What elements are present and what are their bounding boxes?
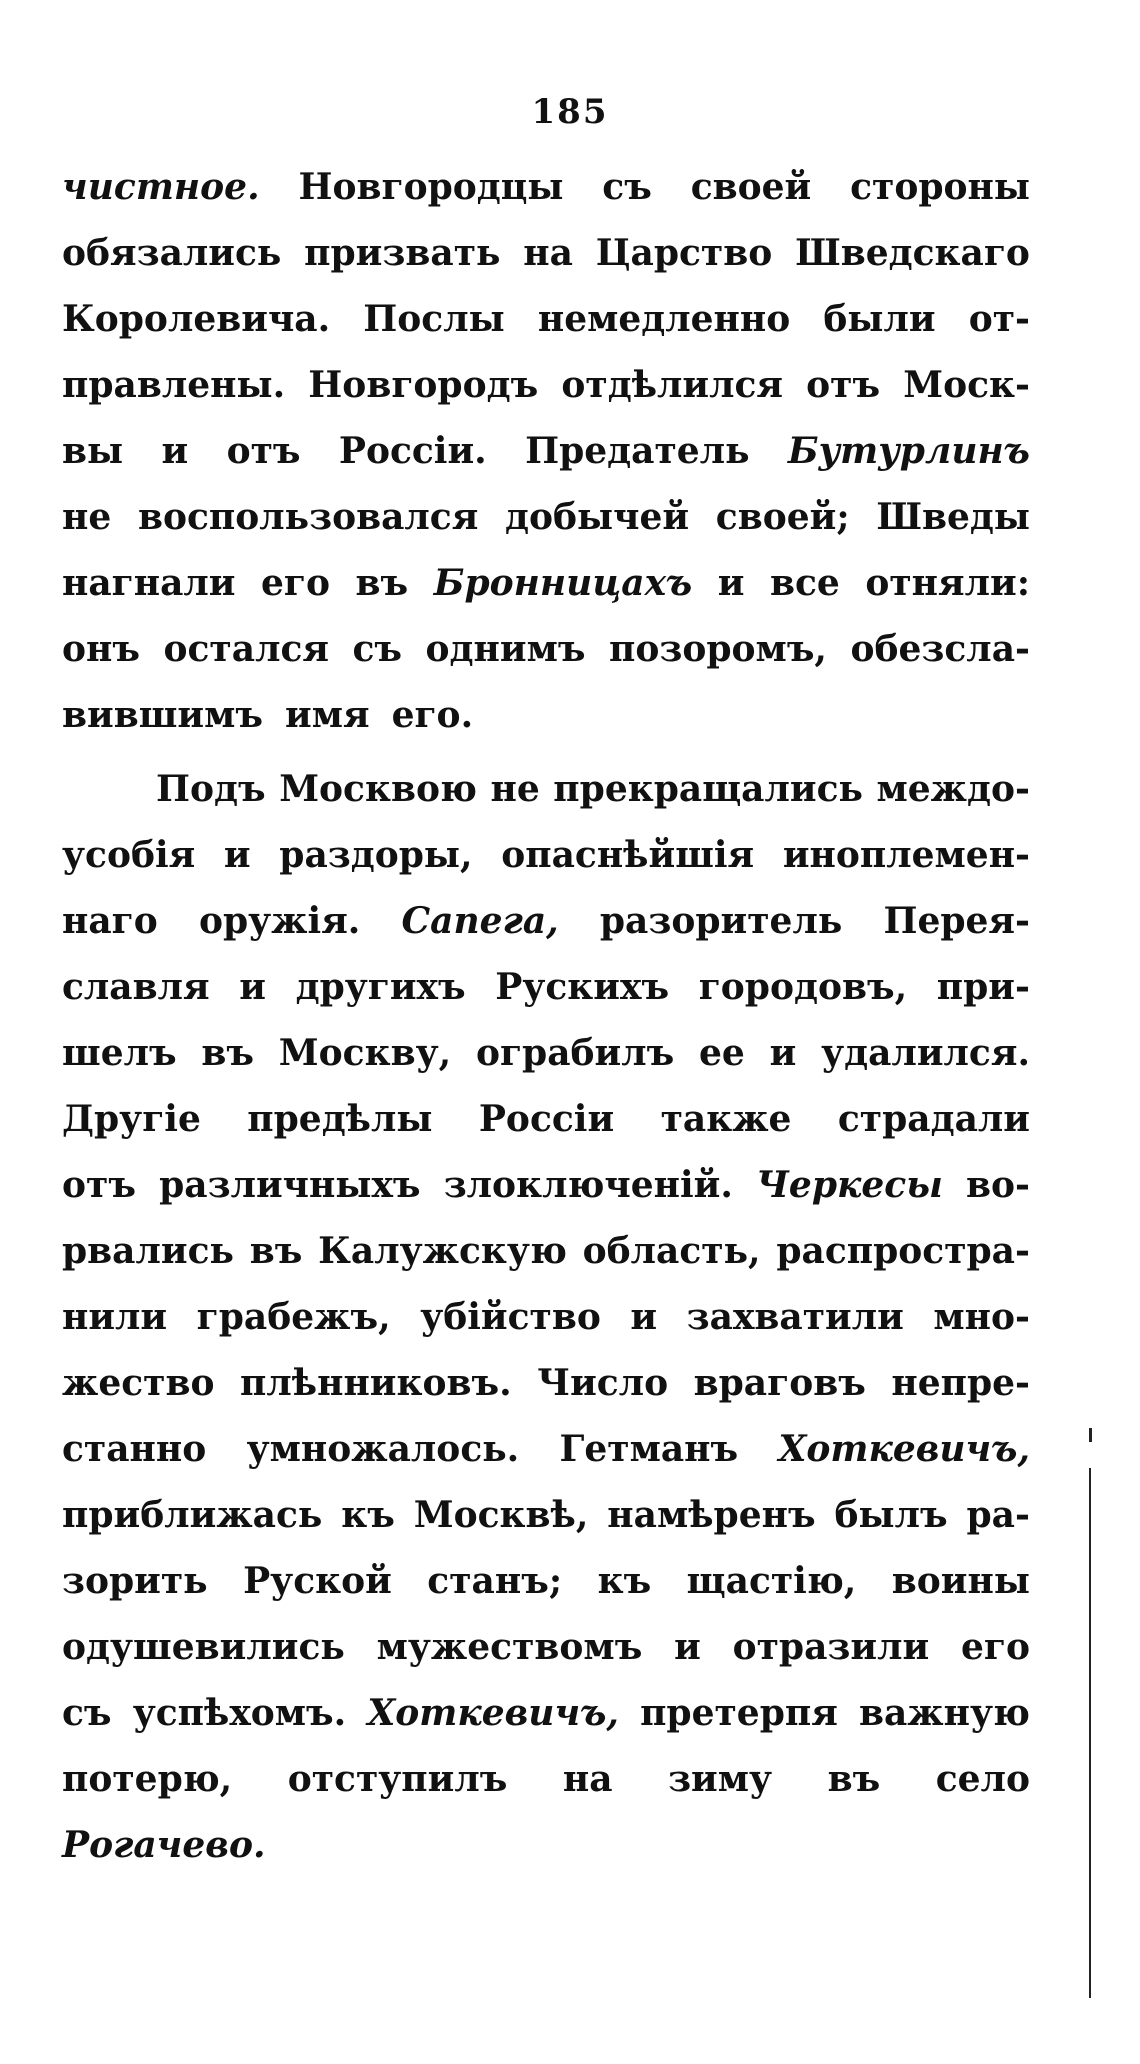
- word: зиму: [668, 1758, 773, 1800]
- text-line: [62, 430, 1030, 496]
- word: и: [161, 430, 189, 472]
- word: отразили: [732, 1626, 930, 1668]
- word: въ: [355, 562, 409, 604]
- text-line: [62, 966, 1030, 1032]
- word: и: [769, 1032, 797, 1074]
- text-line: [62, 1560, 1030, 1626]
- word: отъ: [226, 430, 301, 472]
- word: наго: [62, 900, 158, 942]
- word: въ: [827, 1758, 881, 1800]
- word: опаснѣйшія: [501, 834, 755, 876]
- word: Шведы: [876, 496, 1030, 538]
- word: его: [960, 1626, 1030, 1668]
- word: воспользовался: [137, 496, 479, 538]
- word: раздоры,: [279, 834, 473, 876]
- word: своей;: [715, 496, 850, 538]
- word: его: [261, 562, 331, 604]
- word: плѣнниковъ.: [240, 1362, 512, 1404]
- word: Королевича.: [62, 298, 331, 340]
- text-line: [62, 900, 1030, 966]
- word: отъ: [62, 1164, 136, 1206]
- text-line: [62, 628, 1030, 694]
- word: зорить: [62, 1560, 208, 1602]
- word: Предатель: [525, 430, 750, 472]
- word: успѣхомъ.: [132, 1692, 347, 1734]
- word: и: [717, 562, 745, 604]
- word: не: [62, 496, 112, 538]
- word: Число: [537, 1362, 669, 1404]
- word: непре-: [891, 1362, 1030, 1404]
- text-line: [62, 1230, 1030, 1296]
- text-line: [62, 834, 1030, 900]
- word: на: [523, 232, 573, 274]
- word: Моск-: [903, 364, 1030, 406]
- word: въ: [201, 1032, 255, 1074]
- word: Москвою: [279, 768, 477, 810]
- word: потерю,: [62, 1758, 233, 1800]
- word: междо-: [876, 768, 1030, 810]
- word: станно: [62, 1428, 207, 1470]
- text-line: [62, 1758, 1030, 1824]
- text-line: [62, 232, 1030, 298]
- word: одушевились: [62, 1626, 345, 1668]
- text-line: [62, 1098, 1030, 1164]
- text-line: [62, 1626, 1030, 1692]
- word: имя: [285, 694, 370, 736]
- word: отняли:: [865, 562, 1030, 604]
- word: позоромъ,: [609, 628, 827, 670]
- word: злоключеній.: [443, 1164, 733, 1206]
- italic-word: чистное.: [62, 166, 260, 208]
- word: мно-: [933, 1296, 1030, 1338]
- word: Новгородцы: [298, 166, 564, 208]
- word: остался: [163, 628, 329, 670]
- word: область,: [582, 1230, 761, 1272]
- word: Подъ: [156, 768, 266, 810]
- italic-word: Хоткевичъ,: [367, 1692, 619, 1734]
- word: мужествомъ: [376, 1626, 643, 1668]
- text-line: [62, 1032, 1030, 1098]
- word: въ: [249, 1230, 303, 1272]
- text-line: [62, 1164, 1030, 1230]
- word: немедленно: [537, 298, 791, 340]
- italic-word: Сапега,: [401, 900, 559, 942]
- word: шелъ: [62, 1032, 177, 1074]
- word: удалился.: [821, 1032, 1030, 1074]
- margin-tick-mark: [1089, 1428, 1092, 1442]
- word: отдѣлился: [561, 364, 783, 406]
- word: съ: [352, 628, 403, 670]
- word: разоритель: [599, 900, 843, 942]
- italic-word: Бутурлинъ: [787, 430, 1030, 472]
- word: иноплемен-: [782, 834, 1030, 876]
- word: онъ: [62, 628, 140, 670]
- text-line: [62, 496, 1030, 562]
- word: от-: [968, 298, 1030, 340]
- word: вы: [62, 430, 124, 472]
- word: къ: [597, 1560, 652, 1602]
- text-line: [62, 1428, 1030, 1494]
- word: враговъ: [693, 1362, 866, 1404]
- word: станъ;: [427, 1560, 563, 1602]
- word: усобія: [62, 834, 196, 876]
- text-line: [62, 694, 1030, 760]
- word: и: [223, 834, 251, 876]
- word: съ: [602, 166, 652, 208]
- text-line: [62, 562, 1030, 628]
- word: къ: [341, 1494, 395, 1536]
- word: умножалось.: [246, 1428, 520, 1470]
- word: съ: [62, 1692, 112, 1734]
- word: и: [630, 1296, 658, 1338]
- word: жество: [62, 1362, 215, 1404]
- paragraph-1: [62, 166, 1030, 760]
- text-line: [62, 1692, 1030, 1758]
- page-number: 185: [531, 92, 609, 132]
- text-line: [62, 364, 1030, 430]
- word: отъ: [806, 364, 881, 406]
- word: прекращались: [553, 768, 863, 810]
- word: другихъ: [295, 966, 466, 1008]
- word: на: [562, 1758, 613, 1800]
- word: нагнали: [62, 562, 236, 604]
- word: Россіи: [478, 1098, 615, 1140]
- word: и: [239, 966, 266, 1008]
- text-line: [62, 768, 1030, 834]
- text-line: [62, 298, 1030, 364]
- word: предѣлы: [247, 1098, 433, 1140]
- word: ограбилъ: [475, 1032, 675, 1074]
- italic-word: Хоткевичъ,: [778, 1428, 1030, 1470]
- word: грабежъ,: [196, 1296, 391, 1338]
- text-line: [62, 1824, 1030, 1890]
- word: Царство: [595, 232, 773, 274]
- italic-word: Черкесы: [756, 1164, 943, 1206]
- word: Рускихъ: [495, 966, 670, 1008]
- word: обязались: [62, 232, 282, 274]
- word: во-: [966, 1164, 1030, 1206]
- word: былъ: [834, 1494, 948, 1536]
- word: Россіи.: [338, 430, 487, 472]
- italic-word: Рогачево.: [62, 1824, 266, 1866]
- word: не: [490, 768, 540, 810]
- word: городовъ,: [698, 966, 908, 1008]
- word: также: [660, 1098, 792, 1140]
- text-line: [62, 1362, 1030, 1428]
- word: важную: [858, 1692, 1030, 1734]
- word: село: [935, 1758, 1030, 1800]
- word: все: [769, 562, 840, 604]
- word: Послы: [363, 298, 505, 340]
- word: убійство: [420, 1296, 601, 1338]
- word: правлены.: [62, 364, 286, 406]
- word: были: [823, 298, 936, 340]
- word: стороны: [850, 166, 1030, 208]
- italic-word: Бронницахъ: [433, 562, 693, 604]
- word: ее: [699, 1032, 745, 1074]
- word: воины: [891, 1560, 1030, 1602]
- word: Новгородъ: [308, 364, 539, 406]
- margin-rule-line: [1089, 1468, 1091, 1998]
- word: захватили: [686, 1296, 904, 1338]
- word: Руской: [243, 1560, 392, 1602]
- word: различныхъ: [159, 1164, 421, 1206]
- word: страдали: [837, 1098, 1030, 1140]
- word: Москвѣ,: [413, 1494, 589, 1536]
- word: отступилъ: [287, 1758, 508, 1800]
- word: его.: [391, 694, 474, 736]
- text-line: [62, 1494, 1030, 1560]
- word: рвались: [62, 1230, 234, 1272]
- word: распростра-: [776, 1230, 1030, 1272]
- word: Шведскаго: [795, 232, 1030, 274]
- word: оружія.: [198, 900, 361, 942]
- text-line: [62, 166, 1030, 232]
- text-line: [62, 1296, 1030, 1362]
- word: Гетманъ: [559, 1428, 739, 1470]
- word: Калужскую: [318, 1230, 567, 1272]
- word: славля: [62, 966, 210, 1008]
- word: и: [674, 1626, 701, 1668]
- paragraph-2: [62, 768, 1030, 1890]
- word: ра-: [966, 1494, 1030, 1536]
- word: претерпя: [640, 1692, 838, 1734]
- word: добычей: [505, 496, 690, 538]
- word: Перея-: [883, 900, 1030, 942]
- word: однимъ: [425, 628, 586, 670]
- word: вившимъ: [62, 694, 264, 736]
- word: Москву,: [278, 1032, 452, 1074]
- word: своей: [690, 166, 812, 208]
- word: обезсла-: [850, 628, 1030, 670]
- word: щастію,: [686, 1560, 857, 1602]
- word: Другіе: [62, 1098, 201, 1140]
- word: при-: [936, 966, 1030, 1008]
- word: нили: [62, 1296, 168, 1338]
- word: приближась: [62, 1494, 323, 1536]
- word: призвать: [304, 232, 501, 274]
- word: намѣренъ: [607, 1494, 816, 1536]
